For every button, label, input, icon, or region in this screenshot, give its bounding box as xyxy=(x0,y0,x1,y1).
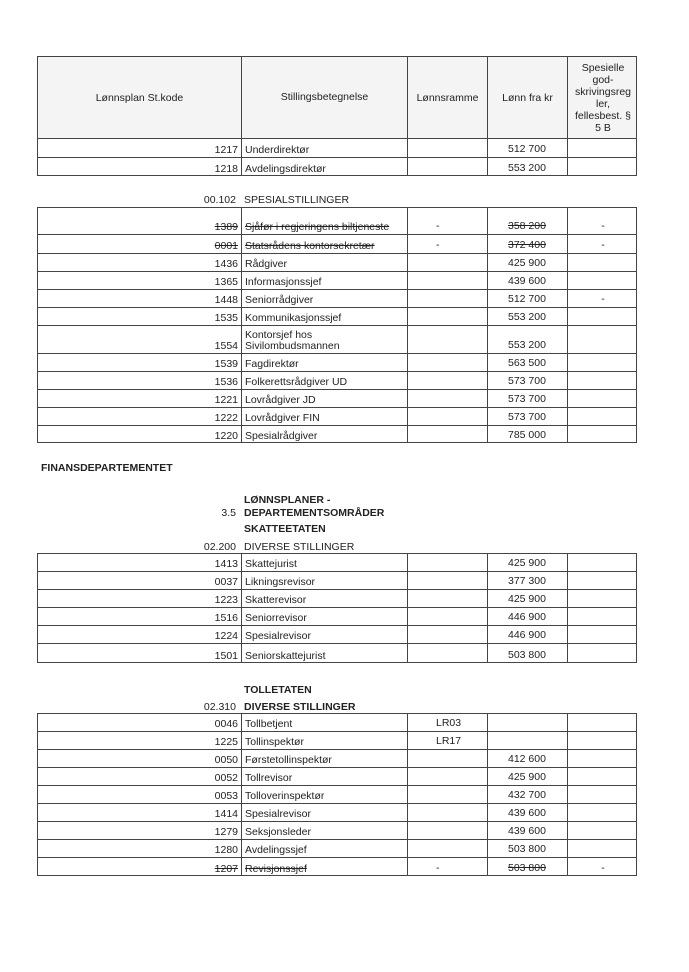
ramme-cell xyxy=(407,308,487,325)
subhead-line1: LØNNSPLANER - xyxy=(244,494,331,506)
code-cell-text: 1223 xyxy=(214,594,238,606)
title-cell-text: Skattejurist xyxy=(245,558,297,570)
title-cell-text: Kommunikasjonssjef xyxy=(245,312,342,324)
lonn-cell-text: 573 700 xyxy=(508,375,546,387)
ramme-cell xyxy=(407,254,487,271)
ramme-cell xyxy=(407,750,487,767)
lonn-cell xyxy=(487,290,567,307)
lonn-cell-text: 372 400 xyxy=(508,239,546,251)
code-cell xyxy=(38,426,241,443)
code-cell xyxy=(38,786,241,803)
lonn-cell xyxy=(487,254,567,271)
title-cell-text: Spesialrådgiver xyxy=(245,430,318,442)
lonn-cell-text: 425 900 xyxy=(508,257,546,269)
lonn-cell-text: 425 900 xyxy=(508,771,546,783)
code-cell xyxy=(38,822,241,839)
lonn-cell xyxy=(487,768,567,785)
table-row xyxy=(38,608,636,626)
ramme-cell-text: - xyxy=(436,862,440,874)
ramme-cell xyxy=(407,290,487,307)
code-cell-text: 1413 xyxy=(214,558,238,570)
code-cell xyxy=(38,372,241,389)
section3-table xyxy=(37,713,637,876)
title-cell xyxy=(241,426,407,443)
title-cell xyxy=(241,272,407,289)
title-cell xyxy=(241,768,407,785)
code-cell xyxy=(38,644,241,663)
title-cell xyxy=(241,554,407,571)
code-cell-text: 1222 xyxy=(214,412,238,424)
code-cell xyxy=(38,354,241,371)
title-cell-text: Tollrevisor xyxy=(245,772,293,784)
spes-cell xyxy=(567,372,638,389)
spes-cell xyxy=(567,235,638,253)
spes-cell xyxy=(567,308,638,325)
lonn-cell-text: 553 200 xyxy=(508,162,546,174)
table-row xyxy=(38,235,636,254)
ramme-cell xyxy=(407,390,487,407)
ramme-cell xyxy=(407,408,487,425)
lonn-cell-text: 785 000 xyxy=(508,429,546,441)
table-row xyxy=(38,408,636,426)
lonn-cell xyxy=(487,426,567,443)
lonn-cell-text: 573 700 xyxy=(508,393,546,405)
code-cell-text: 1221 xyxy=(214,394,238,406)
title-cell-text: Statsrådens kontorsekretær xyxy=(245,240,375,252)
title-cell xyxy=(241,822,407,839)
title-cell xyxy=(241,572,407,589)
code-cell-text: 0037 xyxy=(214,576,238,588)
col-header-ramme: Lønnsramme xyxy=(407,57,487,138)
ramme-cell xyxy=(407,714,487,731)
spes-cell xyxy=(567,254,638,271)
lonn-cell xyxy=(487,235,567,253)
ramme-cell xyxy=(407,822,487,839)
lonn-cell xyxy=(487,326,567,353)
title-cell-text: Revisjonssjef xyxy=(245,863,307,875)
ramme-cell xyxy=(407,572,487,589)
title-cell-text: Tollinspektør xyxy=(245,736,304,748)
title-cell-text: Spesialrevisor xyxy=(245,808,311,820)
ramme-cell xyxy=(407,426,487,443)
lonn-cell xyxy=(487,804,567,821)
subhead-number-text: 3.5 xyxy=(221,507,236,519)
lonn-cell xyxy=(487,840,567,857)
lonn-cell-text: 503 800 xyxy=(508,649,546,661)
code-cell-text: 0052 xyxy=(214,772,238,784)
code-cell-text: 0050 xyxy=(214,754,238,766)
table-row xyxy=(38,554,636,572)
ramme-cell-text: LR03 xyxy=(436,717,462,729)
ramme-cell xyxy=(407,590,487,607)
code-cell-text: 1280 xyxy=(214,844,238,856)
code-cell xyxy=(38,326,241,353)
spes-cell xyxy=(567,139,638,157)
title-cell-text: Rådgiver xyxy=(245,258,288,270)
table-row xyxy=(38,804,636,822)
lonn-cell xyxy=(487,714,567,731)
section1-heading xyxy=(0,194,689,208)
code-cell-text: 1436 xyxy=(214,258,238,270)
lonn-cell-text: 503 800 xyxy=(508,843,546,855)
code-cell xyxy=(38,208,241,234)
table-row xyxy=(38,732,636,750)
section2-number: 02.200 xyxy=(203,541,236,553)
col-header-title: Stillingsbetegnelse xyxy=(241,57,407,138)
spes-cell xyxy=(567,750,638,767)
spes-cell-text: - xyxy=(601,862,605,874)
title-cell-text: Tolloverinspektør xyxy=(245,790,325,802)
title-cell xyxy=(241,644,407,663)
title-cell-text: Seniorskattejurist xyxy=(245,650,326,662)
lonn-cell-text: 563 500 xyxy=(508,357,546,369)
table-row xyxy=(38,308,636,326)
lonn-cell xyxy=(487,822,567,839)
subhead-number xyxy=(0,507,689,521)
ramme-cell xyxy=(407,208,487,234)
table-row xyxy=(38,572,636,590)
section1-number: 00.102 xyxy=(203,194,236,206)
spes-cell xyxy=(567,644,638,663)
title-cell xyxy=(241,308,407,325)
lonn-cell xyxy=(487,208,567,234)
title-cell xyxy=(241,235,407,253)
table-row xyxy=(38,590,636,608)
table-row xyxy=(38,426,636,443)
table-row xyxy=(38,714,636,732)
ramme-cell xyxy=(407,608,487,625)
title-cell xyxy=(241,590,407,607)
spes-cell xyxy=(567,354,638,371)
title-cell-text: Avdelingsdirektør xyxy=(245,163,326,175)
code-cell xyxy=(38,572,241,589)
lonn-cell xyxy=(487,858,567,876)
ramme-cell xyxy=(407,158,487,176)
section3-number: 02.310 xyxy=(203,701,236,713)
spes-cell xyxy=(567,626,638,643)
section3-title: DIVERSE STILLINGER xyxy=(244,701,356,713)
lonn-cell-text: 553 200 xyxy=(508,311,546,323)
table-row xyxy=(38,326,636,354)
spes-cell xyxy=(567,554,638,571)
code-cell-text: 1539 xyxy=(214,358,238,370)
code-cell xyxy=(38,408,241,425)
code-cell-text: 0001 xyxy=(214,240,238,252)
title-cell-text: Informasjonssjef xyxy=(245,276,322,288)
code-cell-text: 0046 xyxy=(214,718,238,730)
code-cell-text: 1207 xyxy=(214,863,238,875)
code-cell-text: 1220 xyxy=(214,430,238,442)
title-cell-text: Seniorrevisor xyxy=(245,612,307,624)
code-cell xyxy=(38,235,241,253)
lonn-cell-text: 432 700 xyxy=(508,789,546,801)
spes-cell xyxy=(567,572,638,589)
title-cell xyxy=(241,326,407,353)
title-cell-text: Kontorsjef hos Sivilombudsmannen xyxy=(245,329,340,352)
title-cell xyxy=(241,290,407,307)
lonn-cell-text: 425 900 xyxy=(508,593,546,605)
spes-cell xyxy=(567,786,638,803)
code-cell-text: 1224 xyxy=(214,630,238,642)
spes-cell-text: - xyxy=(601,239,605,251)
code-cell-text: 1448 xyxy=(214,294,238,306)
lonn-cell xyxy=(487,354,567,371)
lonn-cell-text: 358 200 xyxy=(508,220,546,232)
subhead-line3: SKATTEETATEN xyxy=(244,523,326,535)
title-cell-text: Avdelingssjef xyxy=(245,844,307,856)
title-cell xyxy=(241,750,407,767)
table-row xyxy=(38,644,636,663)
table-row xyxy=(38,822,636,840)
code-cell xyxy=(38,554,241,571)
code-cell xyxy=(38,390,241,407)
code-cell xyxy=(38,768,241,785)
lonn-cell xyxy=(487,750,567,767)
spes-cell xyxy=(567,822,638,839)
col-header-spes: Spesielle god-skrivingsreg ler, fellesbest. § 5 B xyxy=(567,57,638,138)
code-cell xyxy=(38,254,241,271)
col-header-lonn: Lønn fra kr xyxy=(487,57,567,138)
code-cell xyxy=(38,139,241,157)
ramme-cell xyxy=(407,786,487,803)
code-cell-text: 1217 xyxy=(214,144,238,156)
subhead-line2: DEPARTEMENTSOMRÅDER xyxy=(244,507,385,519)
table-row xyxy=(38,272,636,290)
title-cell xyxy=(241,858,407,876)
lonn-cell xyxy=(487,644,567,663)
lonn-cell-text: 512 700 xyxy=(508,143,546,155)
title-cell xyxy=(241,208,407,234)
title-cell-text: Spesialrevisor xyxy=(245,630,311,642)
ministry-heading: FINANSDEPARTEMENTET xyxy=(41,462,173,474)
title-cell-text: Skatterevisor xyxy=(245,594,307,606)
lonn-cell-text: 377 300 xyxy=(508,575,546,587)
code-cell xyxy=(38,858,241,876)
lonn-cell-text: 439 600 xyxy=(508,825,546,837)
title-cell xyxy=(241,390,407,407)
title-cell xyxy=(241,158,407,176)
lonn-cell xyxy=(487,139,567,157)
lonn-cell xyxy=(487,308,567,325)
lonn-cell xyxy=(487,626,567,643)
lonn-cell xyxy=(487,158,567,176)
section1-title: SPESIALSTILLINGER xyxy=(244,194,350,206)
title-cell xyxy=(241,139,407,157)
code-cell-text: 1218 xyxy=(214,163,238,175)
table-row xyxy=(38,768,636,786)
lonn-cell-text: 439 600 xyxy=(508,807,546,819)
spes-cell xyxy=(567,326,638,353)
code-cell-text: 1414 xyxy=(214,808,238,820)
spes-cell xyxy=(567,390,638,407)
spes-cell xyxy=(567,840,638,857)
spes-cell xyxy=(567,804,638,821)
title-cell-text: Underdirektør xyxy=(245,144,310,156)
title-cell xyxy=(241,786,407,803)
lonn-cell xyxy=(487,372,567,389)
code-cell xyxy=(38,590,241,607)
ramme-cell-text: - xyxy=(436,220,440,232)
code-cell-text: 0053 xyxy=(214,790,238,802)
code-cell xyxy=(38,608,241,625)
title-cell xyxy=(241,804,407,821)
spes-cell xyxy=(567,290,638,307)
title-cell xyxy=(241,408,407,425)
title-cell xyxy=(241,626,407,643)
table-row xyxy=(38,208,636,235)
lonn-cell-text: 446 900 xyxy=(508,611,546,623)
table-row xyxy=(38,626,636,644)
lonn-cell xyxy=(487,390,567,407)
ramme-cell xyxy=(407,768,487,785)
section2-table xyxy=(37,553,637,663)
spes-cell xyxy=(567,768,638,785)
code-cell-text: 1365 xyxy=(214,276,238,288)
spes-cell xyxy=(567,426,638,443)
table-row xyxy=(38,786,636,804)
spes-cell-text: - xyxy=(601,293,605,305)
code-cell xyxy=(38,732,241,749)
code-cell-text: 1535 xyxy=(214,312,238,324)
code-cell xyxy=(38,272,241,289)
table-row xyxy=(38,858,636,876)
title-cell-text: Tollbetjent xyxy=(245,718,293,730)
spes-cell-text: - xyxy=(601,220,605,232)
ramme-cell xyxy=(407,326,487,353)
code-cell-text: 1554 xyxy=(214,340,238,352)
table-row xyxy=(38,750,636,768)
spes-cell xyxy=(567,732,638,749)
code-cell xyxy=(38,290,241,307)
header-table xyxy=(37,56,637,176)
ramme-cell xyxy=(407,354,487,371)
title-cell-text: Førstetollinspektør xyxy=(245,754,332,766)
lonn-cell-text: 425 900 xyxy=(508,557,546,569)
ramme-cell xyxy=(407,372,487,389)
title-cell-text: Folkerettsrådgiver UD xyxy=(245,376,348,388)
lonn-cell-text: 573 700 xyxy=(508,411,546,423)
title-cell-text: Likningsrevisor xyxy=(245,576,316,588)
code-cell xyxy=(38,308,241,325)
spes-cell xyxy=(567,858,638,876)
table-row xyxy=(38,390,636,408)
lonn-cell-text: 512 700 xyxy=(508,293,546,305)
code-cell-text: 1516 xyxy=(214,612,238,624)
spes-cell xyxy=(567,272,638,289)
code-cell-text: 1279 xyxy=(214,826,238,838)
ramme-cell xyxy=(407,554,487,571)
ramme-cell xyxy=(407,235,487,253)
ramme-cell-text: LR17 xyxy=(436,735,462,747)
ramme-cell xyxy=(407,644,487,663)
code-cell xyxy=(38,804,241,821)
lonn-cell xyxy=(487,590,567,607)
code-cell-text: 1225 xyxy=(214,736,238,748)
lonn-cell xyxy=(487,554,567,571)
title-cell xyxy=(241,732,407,749)
lonn-cell-text: 412 600 xyxy=(508,753,546,765)
title-cell xyxy=(241,372,407,389)
spes-cell xyxy=(567,158,638,176)
ramme-cell xyxy=(407,840,487,857)
lonn-cell-text: 446 900 xyxy=(508,629,546,641)
code-cell xyxy=(38,750,241,767)
lonn-cell xyxy=(487,572,567,589)
ramme-cell xyxy=(407,732,487,749)
title-cell xyxy=(241,354,407,371)
tolletaten-heading: TOLLETATEN xyxy=(244,684,312,696)
title-cell-text: Seniorrådgiver xyxy=(245,294,314,306)
title-cell xyxy=(241,254,407,271)
ramme-cell xyxy=(407,272,487,289)
section1-table xyxy=(37,207,637,443)
ramme-cell-text: - xyxy=(436,239,440,251)
ramme-cell xyxy=(407,139,487,157)
spes-cell xyxy=(567,208,638,234)
ramme-cell xyxy=(407,858,487,876)
code-cell-text: 1389 xyxy=(214,221,238,233)
table-row xyxy=(38,840,636,858)
title-cell xyxy=(241,714,407,731)
title-cell-text: Seksjonsleder xyxy=(245,826,311,838)
spes-cell xyxy=(567,408,638,425)
header-row xyxy=(38,57,636,139)
code-cell xyxy=(38,840,241,857)
spes-cell xyxy=(567,608,638,625)
lonn-cell xyxy=(487,608,567,625)
spes-cell xyxy=(567,714,638,731)
code-cell xyxy=(38,158,241,176)
lonn-cell-text: 439 600 xyxy=(508,275,546,287)
lonn-cell xyxy=(487,786,567,803)
lonn-cell xyxy=(487,732,567,749)
title-cell-text: Lovrådgiver FIN xyxy=(245,412,320,424)
code-cell-text: 1501 xyxy=(214,650,238,662)
lonn-cell-text: 553 200 xyxy=(508,339,546,351)
code-cell xyxy=(38,714,241,731)
col-header-code: Lønnsplan St.kode xyxy=(95,91,184,104)
table-row xyxy=(38,290,636,308)
lonn-cell xyxy=(487,272,567,289)
table-row xyxy=(38,254,636,272)
title-cell-text: Lovrådgiver JD xyxy=(245,394,316,406)
code-cell xyxy=(38,626,241,643)
spes-cell xyxy=(567,590,638,607)
ramme-cell xyxy=(407,804,487,821)
ramme-cell xyxy=(407,626,487,643)
title-cell xyxy=(241,608,407,625)
lonn-cell-text: 503 800 xyxy=(508,862,546,874)
lonn-cell xyxy=(487,408,567,425)
code-cell-text: 1536 xyxy=(214,376,238,388)
title-cell-text: Sjåfør i regjeringens biltjeneste xyxy=(245,221,390,233)
title-cell xyxy=(241,840,407,857)
table-row xyxy=(38,139,636,158)
table-row xyxy=(38,372,636,390)
table-row xyxy=(38,354,636,372)
table-row xyxy=(38,158,636,176)
title-cell-text: Fagdirektør xyxy=(245,358,299,370)
section2-title: DIVERSE STILLINGER xyxy=(244,541,355,553)
